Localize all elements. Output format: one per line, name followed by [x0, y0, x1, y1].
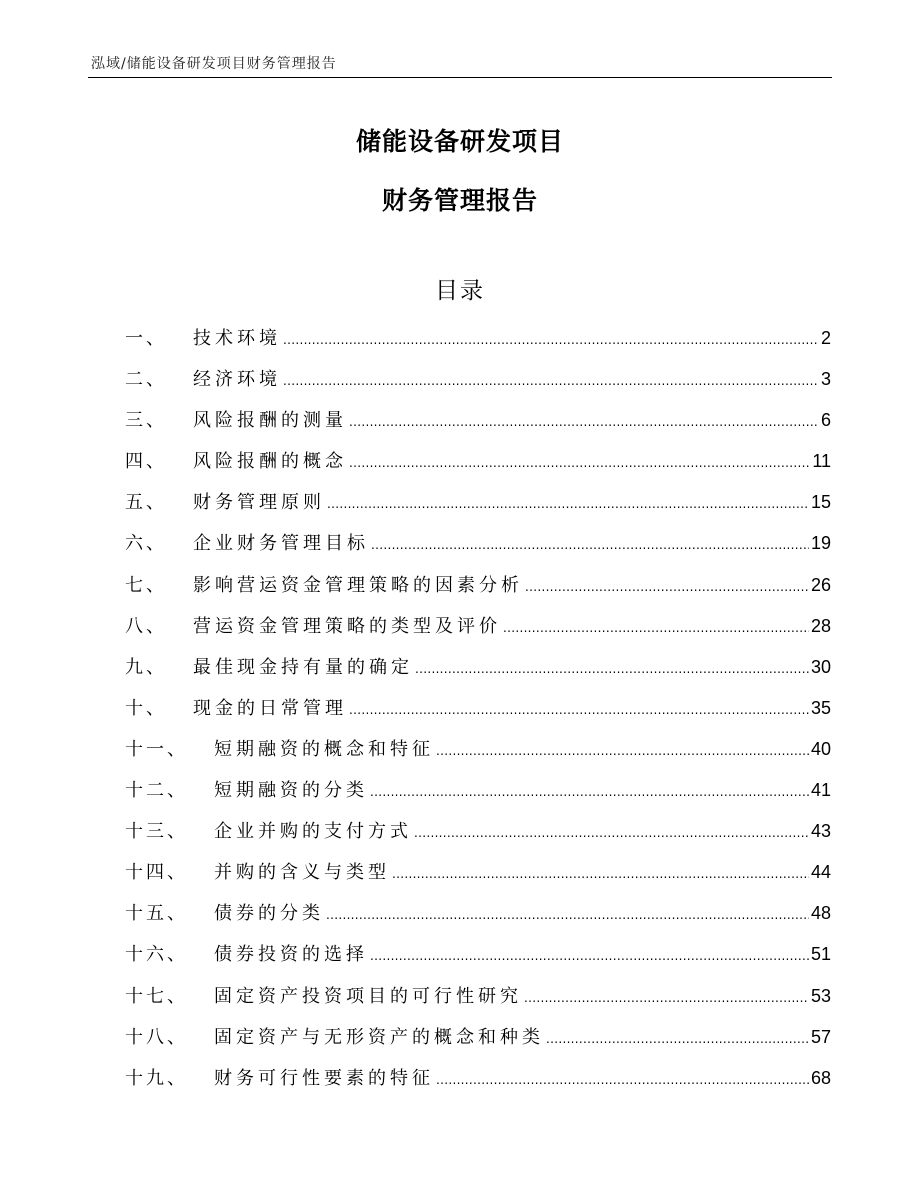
- toc-entry-label: 影响营运资金管理策略的因素分析: [193, 574, 523, 596]
- toc-entry-number: 二、: [125, 369, 167, 391]
- document-title-line-2: 财务管理报告: [381, 186, 538, 215]
- toc-entry[interactable]: [125, 693, 831, 734]
- toc-dot-leader: [524, 983, 809, 1013]
- toc-entry-page-number: 57: [810, 1026, 831, 1047]
- toc-entry-page-number: 51: [810, 944, 831, 965]
- toc-entry-label: 债券投资的选择: [214, 944, 368, 966]
- toc-entry-number: 六、: [125, 533, 167, 555]
- toc-entry-number: 九、: [125, 656, 167, 678]
- toc-entry-page-number: 6: [820, 410, 831, 431]
- toc-entry[interactable]: [125, 816, 831, 857]
- toc-dot-leader: [546, 1024, 809, 1054]
- toc-entry-label: 风险报酬的测量: [193, 410, 347, 432]
- toc-dot-leader: [503, 613, 809, 643]
- toc-heading: 目录: [435, 278, 485, 304]
- toc-entry-label: 债券的分类: [214, 903, 324, 925]
- toc-entry[interactable]: [125, 939, 831, 980]
- toc-entry-label: 企业并购的支付方式: [214, 821, 412, 843]
- toc-entry[interactable]: [125, 611, 831, 652]
- toc-entry[interactable]: [125, 1022, 831, 1063]
- toc-entry-label: 固定资产投资项目的可行性研究: [214, 985, 522, 1007]
- toc-entry-number: 十六、: [125, 944, 188, 966]
- toc-entry-number: 四、: [125, 451, 167, 473]
- toc-entry-number: 十、: [125, 697, 167, 719]
- toc-entry-label: 企业财务管理目标: [193, 533, 369, 555]
- table-of-contents: [125, 323, 831, 1104]
- toc-entry-label: 并购的含义与类型: [214, 862, 390, 884]
- toc-entry-page-number: 15: [810, 492, 831, 513]
- toc-dot-leader: [349, 448, 810, 478]
- toc-entry-page-number: 53: [810, 985, 831, 1006]
- toc-dot-leader: [414, 818, 809, 848]
- toc-entry-label: 风险报酬的概念: [193, 451, 347, 473]
- toc-entry-page-number: 35: [810, 697, 831, 718]
- document-title-line-1: 储能设备研发项目: [355, 127, 564, 156]
- toc-dot-leader: [371, 530, 809, 560]
- running-header: 泓域/储能设备研发项目财务管理报告: [91, 56, 337, 72]
- toc-entry-number: 三、: [125, 410, 167, 432]
- toc-dot-leader: [326, 900, 809, 930]
- toc-entry-page-number: 19: [810, 533, 831, 554]
- toc-entry[interactable]: [125, 364, 831, 405]
- toc-entry-label: 财务可行性要素的特征: [214, 1067, 434, 1089]
- toc-entry-page-number: 11: [812, 451, 831, 472]
- toc-dot-leader: [436, 1065, 809, 1095]
- toc-entry[interactable]: [125, 487, 831, 528]
- toc-dot-leader: [327, 489, 809, 519]
- toc-entry-number: 七、: [125, 574, 167, 596]
- toc-entry-page-number: 2: [820, 328, 831, 348]
- toc-dot-leader: [370, 777, 809, 807]
- toc-entry[interactable]: [125, 528, 831, 569]
- toc-entry-label: 短期融资的概念和特征: [214, 738, 434, 760]
- toc-entry-label: 短期融资的分类: [214, 780, 368, 802]
- toc-entry-number: 十五、: [125, 903, 188, 925]
- toc-dot-leader: [349, 407, 819, 437]
- toc-entry-page-number: 28: [810, 615, 831, 636]
- toc-entry-number: 十一、: [125, 738, 188, 760]
- toc-entry-number: 十七、: [125, 985, 188, 1007]
- toc-entry[interactable]: [125, 734, 831, 775]
- toc-entry-page-number: 43: [810, 821, 831, 842]
- toc-entry[interactable]: [125, 446, 831, 487]
- toc-dot-leader: [436, 736, 809, 766]
- toc-dot-leader: [370, 941, 809, 971]
- toc-entry-page-number: 48: [810, 903, 831, 924]
- toc-entry[interactable]: [125, 1063, 831, 1104]
- toc-entry-page-number: 40: [810, 738, 831, 759]
- header-rule: [88, 77, 832, 78]
- toc-entry-label: 营运资金管理策略的类型及评价: [193, 615, 501, 637]
- toc-entry-label: 技术环境: [193, 328, 281, 349]
- toc-entry-number: 十九、: [125, 1067, 188, 1089]
- toc-entry[interactable]: [125, 323, 831, 364]
- toc-entry-label: 财务管理原则: [193, 492, 325, 514]
- toc-entry[interactable]: [125, 775, 831, 816]
- toc-entry-label: 固定资产与无形资产的概念和种类: [214, 1026, 544, 1048]
- toc-entry-number: 十八、: [125, 1026, 188, 1048]
- toc-entry-label: 经济环境: [193, 369, 281, 391]
- toc-entry-page-number: 30: [810, 656, 831, 677]
- toc-dot-leader: [349, 695, 809, 725]
- toc-entry[interactable]: [125, 981, 831, 1022]
- toc-entry-number: 一、: [125, 328, 167, 349]
- toc-entry-number: 八、: [125, 615, 167, 637]
- toc-dot-leader: [392, 859, 809, 889]
- toc-entry-number: 五、: [125, 492, 167, 514]
- toc-entry-page-number: 3: [820, 369, 831, 390]
- toc-entry[interactable]: [125, 898, 831, 939]
- toc-dot-leader: [283, 325, 819, 355]
- toc-entry-number: 十四、: [125, 862, 188, 884]
- toc-entry-page-number: 44: [810, 862, 831, 883]
- toc-entry[interactable]: [125, 405, 831, 446]
- toc-dot-leader: [283, 366, 819, 396]
- toc-entry-number: 十二、: [125, 780, 188, 802]
- toc-dot-leader: [415, 654, 809, 684]
- toc-entry-page-number: 26: [810, 574, 831, 595]
- toc-entry-label: 最佳现金持有量的确定: [193, 656, 413, 678]
- toc-dot-leader: [525, 572, 809, 602]
- toc-entry-label: 现金的日常管理: [193, 697, 347, 719]
- toc-entry-number: 十三、: [125, 821, 188, 843]
- toc-entry-page-number: 68: [810, 1067, 831, 1088]
- toc-entry-page-number: 41: [810, 780, 831, 801]
- toc-entry[interactable]: [125, 570, 831, 611]
- toc-entry[interactable]: [125, 652, 831, 693]
- toc-entry[interactable]: [125, 857, 831, 898]
